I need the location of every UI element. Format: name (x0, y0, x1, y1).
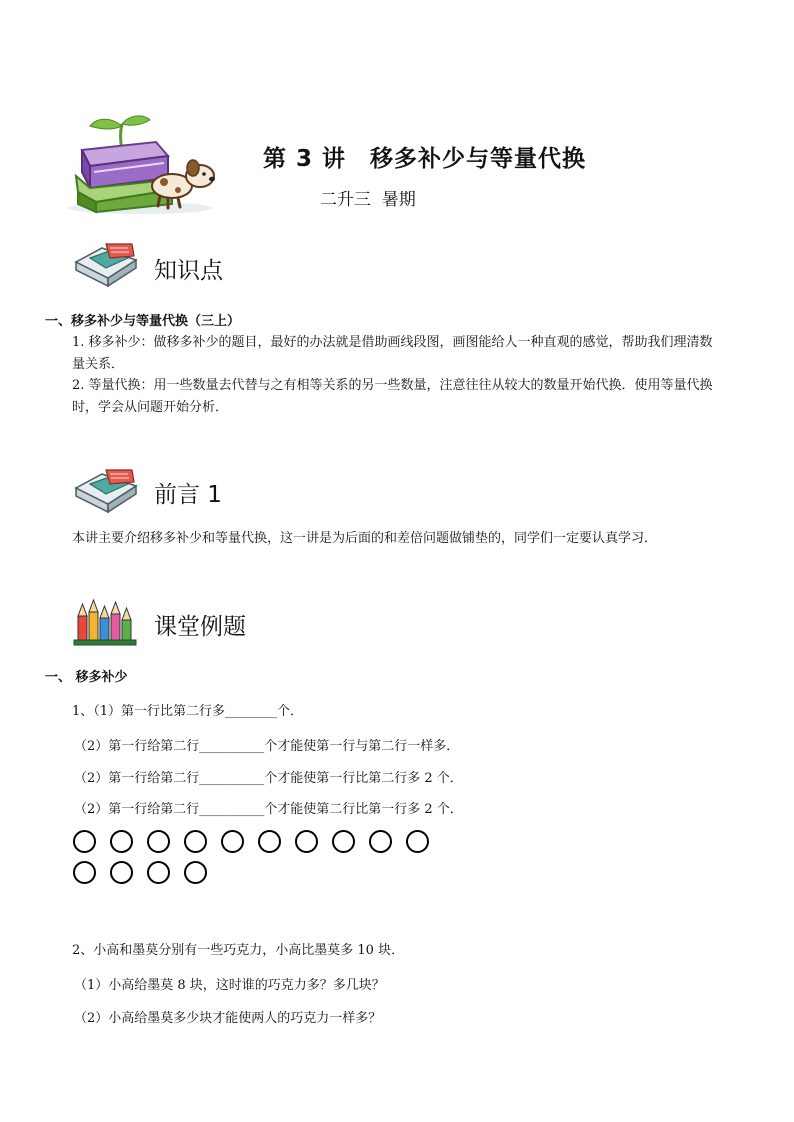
circle-shape (406, 830, 429, 853)
circle-shape (295, 830, 318, 853)
q2-line-3: （2）小高给墨莫多少块才能使两人的巧克力一样多？ (74, 1011, 382, 1026)
books-dog-illustration (60, 112, 220, 216)
knowledge-item-2: 2. 等量代换：用一些数量去代替与之有相等关系的另一些数量，注意往往从较大的数量开始代换．使用等量代换时，学会从问题开始分析． (72, 378, 713, 415)
pencils-icon (72, 598, 140, 646)
q2-line-2: （1）小高给墨莫 8 块，这时谁的巧克力多？多几块？ (74, 978, 385, 993)
circle-shape (147, 830, 170, 853)
q1-line-4: （2）第一行给第二行__________个才能使第二行比第一行多 2 个． (74, 802, 463, 817)
page-title: 第 3 讲 移多补少与等量代换 (263, 146, 587, 172)
circle-shape (110, 861, 133, 884)
preface-text: 本讲主要介绍移多补少和等量代换，这一讲是为后面的和差倍问题做铺垫的，同学们一定要认真学习． (72, 531, 658, 546)
circle-row-1 (73, 830, 429, 853)
section-heading-examples: 课堂例题 (154, 614, 246, 640)
circle-shape (258, 830, 281, 853)
section-heading-knowledge: 知识点 (154, 258, 223, 284)
open-book-icon (72, 466, 140, 514)
circle-shape (184, 861, 207, 884)
q1-line-1: 1、（1）第一行比第二行多________个． (72, 704, 304, 719)
circle-shape (184, 830, 207, 853)
knowledge-item-1: 1. 移多补少：做移多补少的题目，最好的办法就是借助画线段图，画图能给人一种直观的感觉，帮助我们理清数量关系． (72, 335, 713, 372)
circle-shape (73, 861, 96, 884)
circle-shape (369, 830, 392, 853)
knowledge-sub-heading: 一、移多补少与等量代换（三上） (45, 314, 241, 329)
circle-shape (332, 830, 355, 853)
open-book-icon (72, 240, 140, 288)
q2-line-1: 2、小高和墨莫分别有一些巧克力，小高比墨莫多 10 块． (72, 943, 405, 958)
circle-shape (221, 830, 244, 853)
section-heading-preface: 前言 1 (154, 482, 222, 508)
circle-shape (147, 861, 170, 884)
circle-shape (110, 830, 133, 853)
q1-line-3: （2）第一行给第二行__________个才能使第一行比第二行多 2 个． (74, 771, 463, 786)
circle-shape (73, 830, 96, 853)
page-subtitle: 二升三 暑期 (320, 190, 416, 210)
examples-sub-heading: 一、 移多补少 (45, 670, 128, 685)
q1-line-2: （2）第一行给第二行__________个才能使第一行与第二行一样多． (74, 739, 460, 754)
circle-row-2 (73, 861, 207, 884)
